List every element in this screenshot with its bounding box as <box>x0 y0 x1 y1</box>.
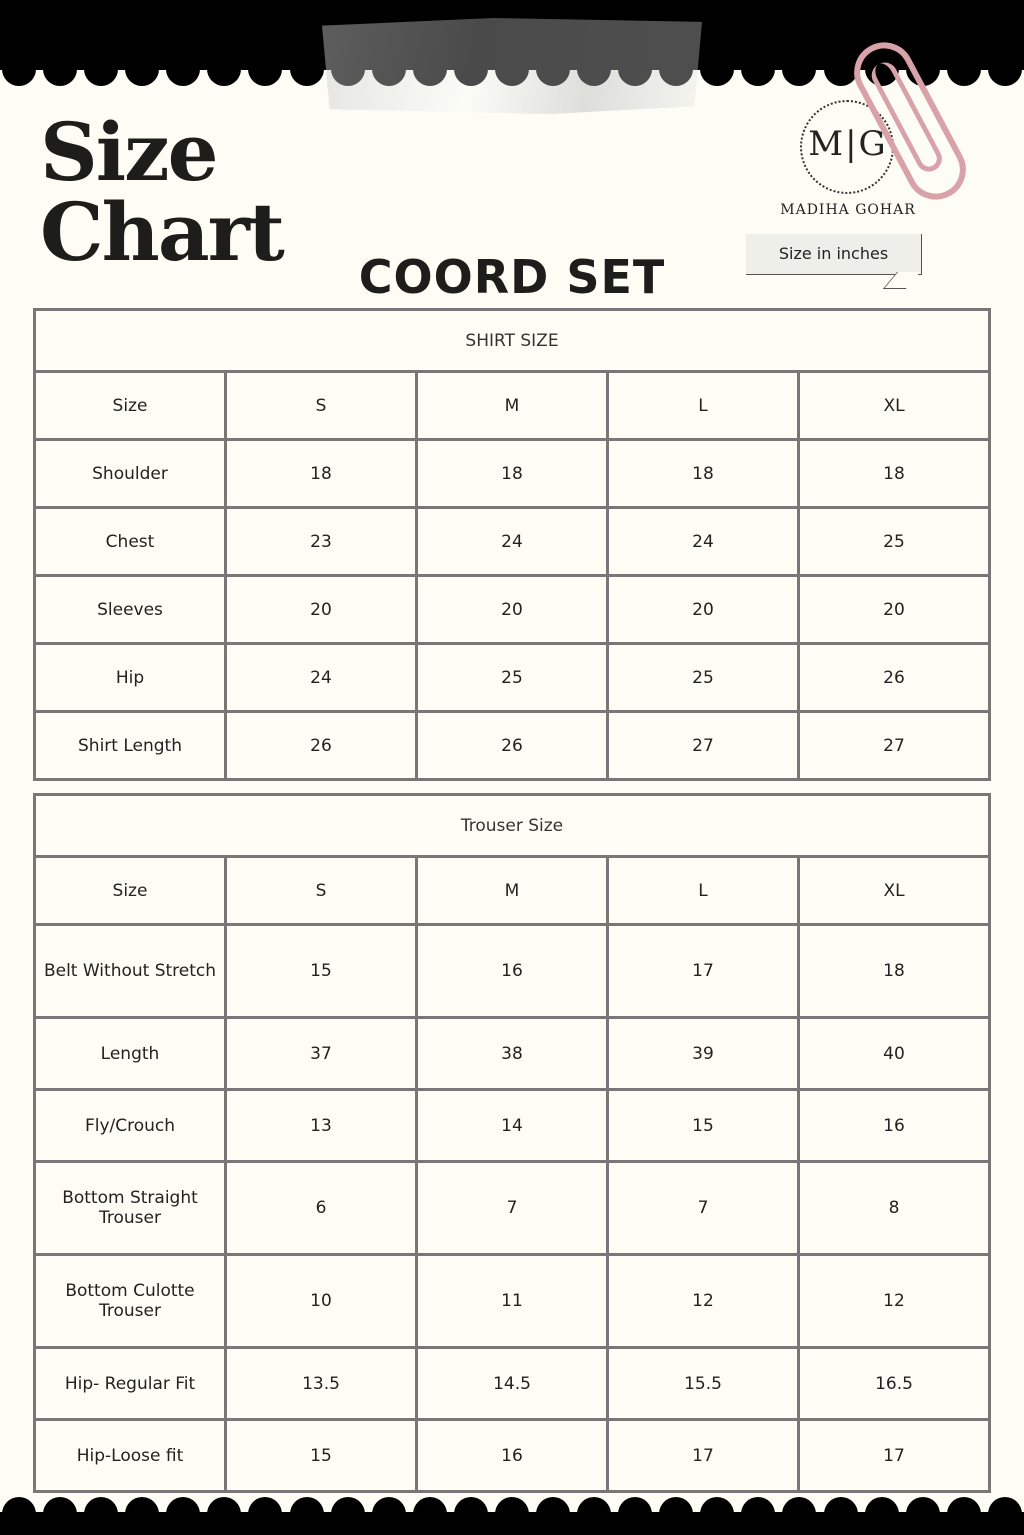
table-cell: 16 <box>417 925 608 1018</box>
table-cell: 26 <box>226 712 417 780</box>
column-header: M <box>417 372 608 440</box>
page-subtitle: COORD SET <box>358 250 666 304</box>
table-row <box>35 440 990 508</box>
table-row <box>35 1090 990 1162</box>
table-row <box>35 1348 990 1420</box>
table-cell: 27 <box>799 712 990 780</box>
table-cell: 24 <box>417 508 608 576</box>
title-line-1: Size <box>40 105 217 199</box>
table-cell: 25 <box>417 644 608 712</box>
title-line-2: Chart <box>40 185 283 279</box>
logo-brand-name: MADIHA GOHAR <box>780 202 916 218</box>
table-row <box>35 576 990 644</box>
table-cell: 26 <box>799 644 990 712</box>
table-cell: 7 <box>608 1162 799 1255</box>
row-label: Bottom Culotte Trouser <box>35 1255 226 1348</box>
table-cell: 15 <box>226 925 417 1018</box>
column-header-row <box>35 857 990 925</box>
table-row <box>35 1018 990 1090</box>
table-cell: 7 <box>417 1162 608 1255</box>
tape-decoration <box>322 18 702 114</box>
row-label: Shirt Length <box>35 712 226 780</box>
column-header: S <box>226 857 417 925</box>
table-cell: 14 <box>417 1090 608 1162</box>
unit-note-badge: Size in inches <box>746 234 922 275</box>
table-header-row <box>35 795 990 857</box>
table-cell: 20 <box>799 576 990 644</box>
column-header: Size <box>35 857 226 925</box>
table-cell: 16 <box>799 1090 990 1162</box>
table-cell: 25 <box>608 644 799 712</box>
table-header-row <box>35 310 990 372</box>
table-cell: 26 <box>417 712 608 780</box>
logo-monogram: M|G <box>808 124 888 164</box>
table-cell: 14.5 <box>417 1348 608 1420</box>
table-cell: 18 <box>608 440 799 508</box>
table-cell: 23 <box>226 508 417 576</box>
row-label: Hip-Loose fit <box>35 1420 226 1492</box>
table-row <box>35 1162 990 1255</box>
bottom-scallop-edge <box>0 1497 1024 1531</box>
table-row <box>35 1420 990 1492</box>
table-cell: 18 <box>417 440 608 508</box>
table-cell: 17 <box>608 925 799 1018</box>
column-header: XL <box>799 372 990 440</box>
column-header: XL <box>799 857 990 925</box>
table-cell: 16.5 <box>799 1348 990 1420</box>
row-label: Belt Without Stretch <box>35 925 226 1018</box>
table-cell: 12 <box>799 1255 990 1348</box>
table-cell: 15 <box>226 1420 417 1492</box>
table-cell: 6 <box>226 1162 417 1255</box>
table-cell: 17 <box>799 1420 990 1492</box>
table-cell: 20 <box>226 576 417 644</box>
row-label: Sleeves <box>35 576 226 644</box>
table-cell: 18 <box>799 925 990 1018</box>
table-cell: 40 <box>799 1018 990 1090</box>
table-cell: 18 <box>226 440 417 508</box>
table-cell: 27 <box>608 712 799 780</box>
table-cell: 24 <box>226 644 417 712</box>
table-cell: 8 <box>799 1162 990 1255</box>
trouser-size-table <box>33 793 991 1493</box>
table-cell: 37 <box>226 1018 417 1090</box>
row-label: Length <box>35 1018 226 1090</box>
column-header: Size <box>35 372 226 440</box>
row-label: Bottom Straight Trouser <box>35 1162 226 1255</box>
table-cell: 11 <box>417 1255 608 1348</box>
table-cell: 38 <box>417 1018 608 1090</box>
row-label: Shoulder <box>35 440 226 508</box>
column-header: L <box>608 857 799 925</box>
row-label: Hip- Regular Fit <box>35 1348 226 1420</box>
column-header-row <box>35 372 990 440</box>
table-cell: 15.5 <box>608 1348 799 1420</box>
table-cell: 25 <box>799 508 990 576</box>
table-cell: 13.5 <box>226 1348 417 1420</box>
table-cell: 16 <box>417 1420 608 1492</box>
table-row <box>35 1255 990 1348</box>
row-label: Fly/Crouch <box>35 1090 226 1162</box>
row-label: Hip <box>35 644 226 712</box>
table-cell: 10 <box>226 1255 417 1348</box>
table-row <box>35 644 990 712</box>
trouser-table-header: Trouser Size <box>35 795 990 857</box>
table-cell: 18 <box>799 440 990 508</box>
table-cell: 13 <box>226 1090 417 1162</box>
table-cell: 15 <box>608 1090 799 1162</box>
table-row <box>35 508 990 576</box>
shirt-size-table <box>33 308 991 781</box>
column-header: M <box>417 857 608 925</box>
table-cell: 20 <box>417 576 608 644</box>
column-header: L <box>608 372 799 440</box>
table-cell: 39 <box>608 1018 799 1090</box>
page-title <box>40 105 283 279</box>
table-row <box>35 712 990 780</box>
shirt-table-header: SHIRT SIZE <box>35 310 990 372</box>
table-cell: 17 <box>608 1420 799 1492</box>
table-row <box>35 925 990 1018</box>
table-cell: 24 <box>608 508 799 576</box>
table-cell: 20 <box>608 576 799 644</box>
row-label: Chest <box>35 508 226 576</box>
column-header: S <box>226 372 417 440</box>
table-cell: 12 <box>608 1255 799 1348</box>
